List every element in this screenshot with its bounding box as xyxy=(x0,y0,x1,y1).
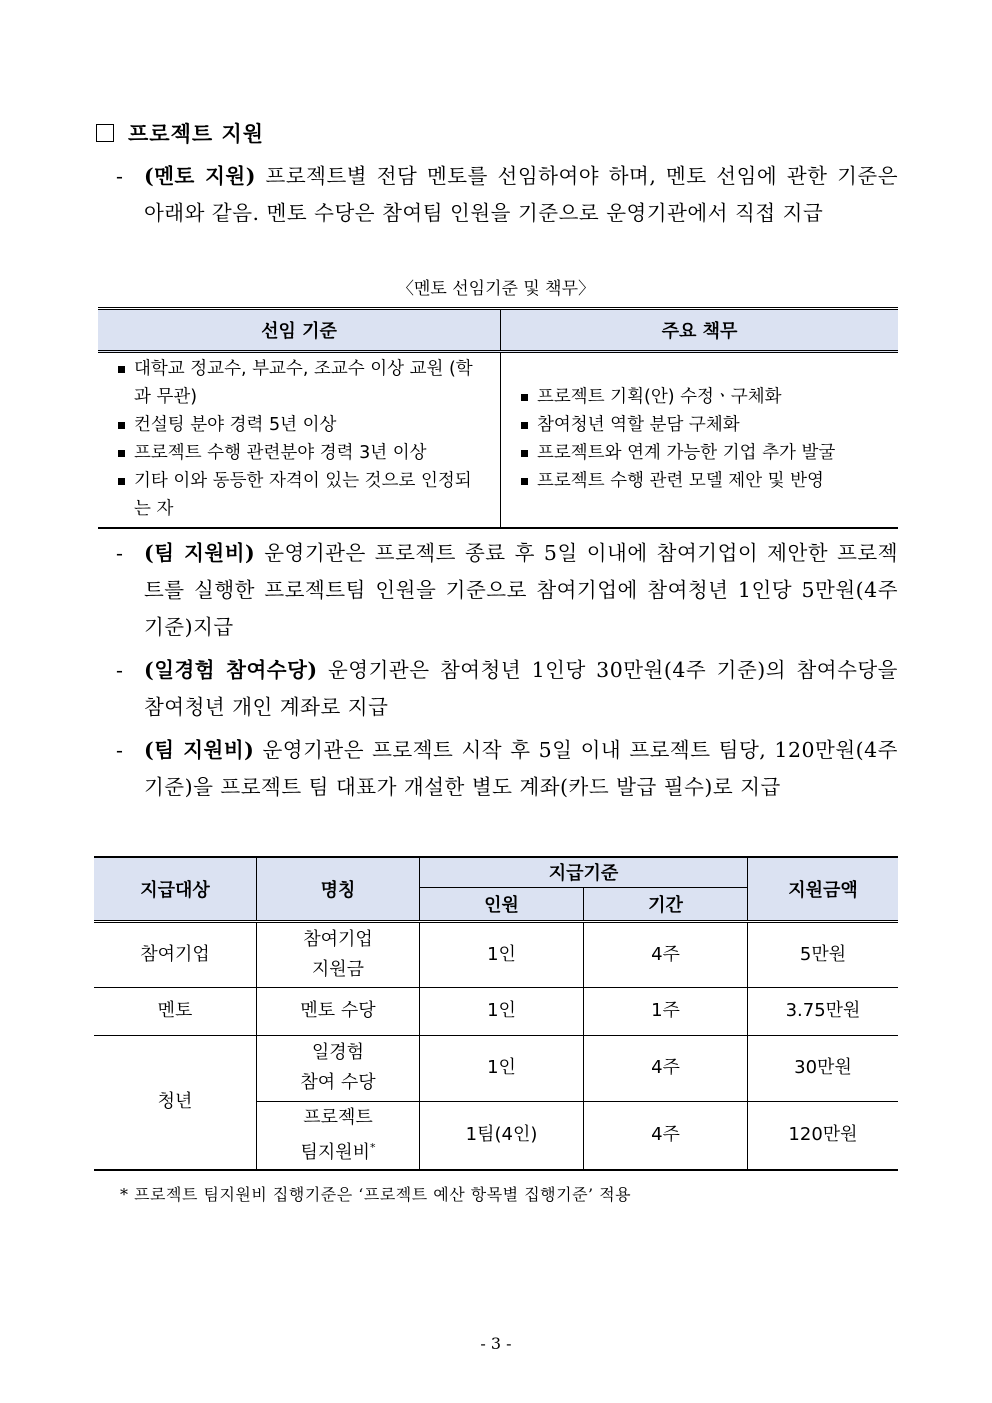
header-criteria: 지급기준 xyxy=(420,857,748,887)
cell-period: 4주 xyxy=(584,1035,748,1101)
duty-item: 프로젝트 기획(안) 수정ㆍ구체화 xyxy=(519,383,886,411)
header-name: 명칭 xyxy=(257,857,420,921)
dash-marker: - xyxy=(116,738,124,762)
mentor-criteria-table xyxy=(98,307,898,529)
cell-period: 1주 xyxy=(584,987,748,1035)
duties-cell xyxy=(501,352,899,529)
footnote: * 프로젝트 팀지원비 집행기준은 ‘프로젝트 예산 항목별 집행기준’ 적용 xyxy=(120,1185,632,1204)
criteria-item: 프로젝트 수행 관련분야 경력 3년 이상 xyxy=(116,439,488,467)
cell-period: 4주 xyxy=(584,921,748,987)
cell-amount: 120만원 xyxy=(748,1101,899,1170)
mentor-support-paragraph xyxy=(116,158,898,232)
criteria-cell xyxy=(98,352,501,529)
cell-people: 1인 xyxy=(420,987,584,1035)
team-support-paragraph-1 xyxy=(116,535,898,646)
checkbox-icon xyxy=(96,124,114,142)
cell-people: 1인 xyxy=(420,1035,584,1101)
cell-people: 1인 xyxy=(420,921,584,987)
team-support-label: (팀 지원비) xyxy=(144,541,256,565)
team-support-text: 운영기관은 프로젝트 종료 후 5일 이내에 참여기업이 제안한 프로젝트를 실행한 프로젝트팀 인원을 기준으로 참여기업에 참여청년 1인당 5만원(4주 기준)지급 xyxy=(144,541,899,639)
team-support-text: 운영기관은 프로젝트 시작 후 5일 이내 프로젝트 팀당, 120만원(4주 기준)을 프로젝트 팀 대표가 개설한 별도 계좌(카드 발급 필수)로 지급 xyxy=(144,738,898,799)
cell-name-text: 팀지원비 xyxy=(300,1141,371,1163)
mentor-support-text: 프로젝트별 전담 멘토를 선임하여야 하며, 멘토 선임에 관한 기준은 아래와 같음. 멘토 수당은 참여팀 인원을 기준으로 운영기관에서 직접 지급 xyxy=(144,164,898,225)
page-number: - 3 - xyxy=(480,1334,512,1353)
criteria-item: 기타 이와 동등한 자격이 있는 것으로 인정되는 자 xyxy=(116,467,488,523)
team-support-paragraph-2 xyxy=(116,732,898,806)
experience-allowance-paragraph xyxy=(116,652,898,726)
cell-name xyxy=(257,921,420,987)
cell-amount: 30만원 xyxy=(748,1035,899,1101)
cell-name-line: 일경험 xyxy=(311,1042,365,1063)
header-amount: 지원금액 xyxy=(748,857,899,921)
footnote-mark: * xyxy=(370,1140,376,1154)
cell-name-line: 참여 수당 xyxy=(300,1072,376,1093)
payment-table xyxy=(94,856,898,1171)
cell-name-line: 지원금 xyxy=(311,958,365,980)
section-heading xyxy=(96,118,264,148)
experience-allowance-text: 운영기관은 참여청년 1인당 30만원(4주 기준)의 참여수당을 참여청년 개인 계좌로 지급 xyxy=(144,658,898,719)
team-support-label: (팀 지원비) xyxy=(144,738,255,762)
cell-people: 1팀(4인) xyxy=(420,1101,584,1170)
duty-item: 프로젝트 수행 관련 모델 제안 및 반영 xyxy=(519,467,886,495)
dash-marker: - xyxy=(116,658,124,682)
cell-target: 멘토 xyxy=(94,987,257,1035)
dash-marker: - xyxy=(116,541,124,565)
header-target: 지급대상 xyxy=(94,857,257,921)
mentor-table-caption: 〈멘토 선임기준 및 책무〉 xyxy=(396,279,595,299)
duty-item: 프로젝트와 연계 가능한 기업 추가 발굴 xyxy=(519,439,886,467)
table-row xyxy=(94,987,898,1035)
header-people: 인원 xyxy=(420,887,584,921)
cell-amount: 5만원 xyxy=(748,921,899,987)
table-row xyxy=(94,1035,898,1101)
cell-period: 4주 xyxy=(584,1101,748,1170)
cell-name-line: 참여기업 xyxy=(303,928,373,950)
cell-target: 참여기업 xyxy=(94,921,257,987)
header-criteria: 선임 기준 xyxy=(98,309,501,352)
duty-item: 참여청년 역할 분담 구체화 xyxy=(519,411,886,439)
cell-name-line xyxy=(258,1133,418,1168)
mentor-support-label: (멘토 지원) xyxy=(144,164,256,188)
cell-name xyxy=(257,1035,420,1101)
header-duties: 주요 책무 xyxy=(501,309,899,352)
header-period: 기간 xyxy=(584,887,748,921)
cell-name-line: 프로젝트 xyxy=(303,1106,373,1128)
criteria-item: 대학교 정교수, 부교수, 조교수 이상 교원 (학과 무관) xyxy=(116,355,488,411)
cell-name xyxy=(257,1101,420,1170)
cell-name: 멘토 수당 xyxy=(257,987,420,1035)
cell-amount: 3.75만원 xyxy=(748,987,899,1035)
dash-marker: - xyxy=(116,164,124,188)
criteria-item: 컨설팅 분야 경력 5년 이상 xyxy=(116,411,488,439)
cell-target: 청년 xyxy=(94,1035,257,1170)
experience-allowance-label: (일경험 참여수당) xyxy=(144,658,318,682)
section-title: 프로젝트 지원 xyxy=(128,121,265,146)
table-row xyxy=(94,921,898,987)
